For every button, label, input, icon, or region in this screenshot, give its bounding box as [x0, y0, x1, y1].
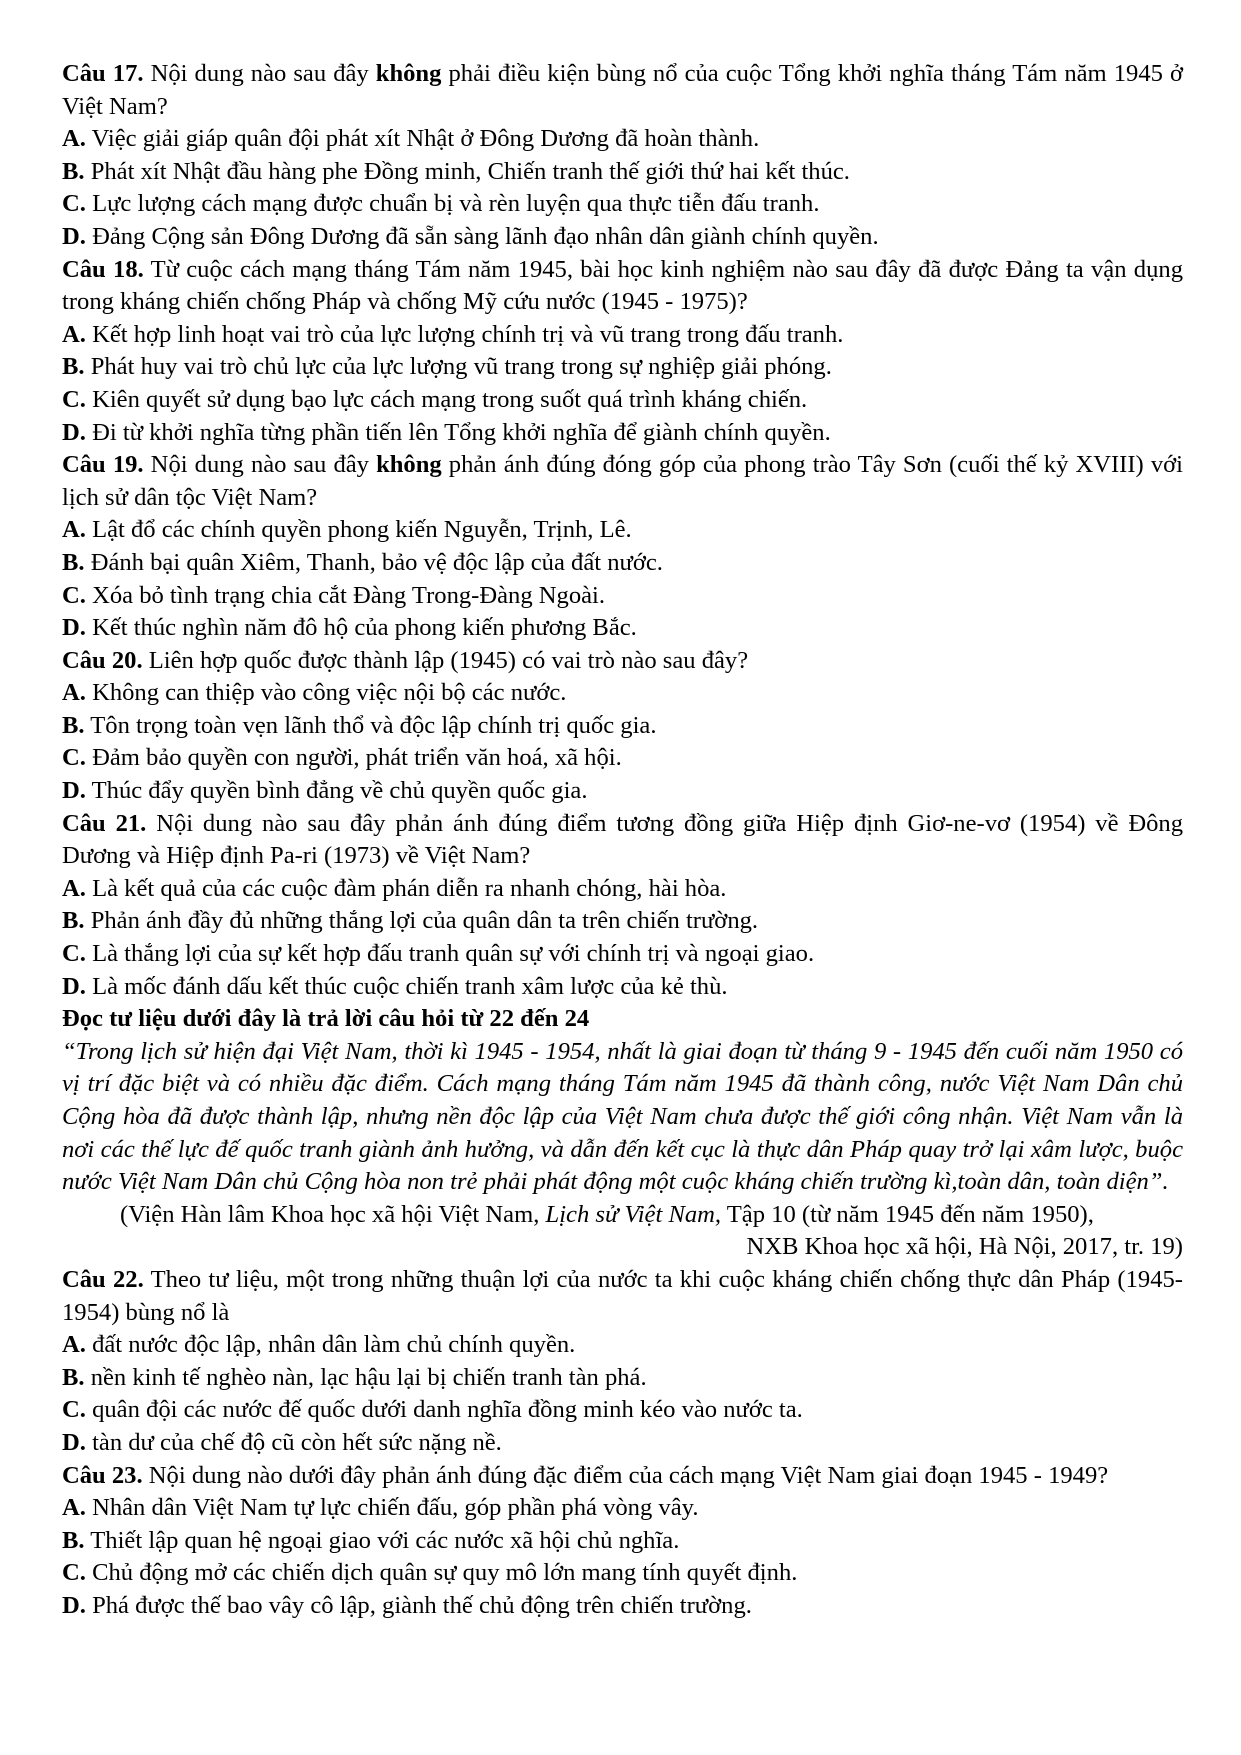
option-label: D. — [62, 1591, 86, 1619]
option-text: Việc giải giáp quân đội phát xít Nhật ở Đông Dương đã hoàn thành. — [85, 125, 760, 153]
option-text: Đảng Cộng sản Đông Dương đã sẵn sàng lãnh đạo nhân dân giành chính quyền. — [85, 222, 879, 250]
passage-heading: Đọc tư liệu dưới đây là trả lời câu hỏi từ 22 đến 24 — [62, 1005, 590, 1033]
answer-option — [62, 580, 1183, 613]
question-group-17-21 — [62, 58, 1183, 1003]
option-text: Xóa bỏ tình trạng chia cắt Đàng Trong-Đàng Ngoài. — [85, 581, 606, 609]
option-label: B. — [62, 157, 85, 185]
question-block — [62, 1264, 1183, 1460]
question-text: Từ cuộc cách mạng tháng Tám năm 1945, bài học kinh nghiệm nào sau đây đã được Đảng ta vận dụng trong kháng chiến chống Pháp và chống Mỹ cứu nước (1945 - 1975)? — [62, 255, 1183, 316]
option-text: Kiên quyết sử dụng bạo lực cách mạng trong suốt quá trình kháng chiến. — [85, 385, 808, 413]
answer-option — [62, 384, 1183, 417]
option-text: tàn dư của chế độ cũ còn hết sức nặng nề. — [85, 1428, 502, 1456]
question-text-end: phải điều kiện bùng nổ của cuộc Tổng khởi nghĩa tháng Tám năm 1945 ở Việt Nam? — [62, 60, 1183, 120]
option-text: Phá được thế bao vây cô lập, giành thế chủ động trên chiến trường. — [85, 1591, 752, 1619]
option-label: C. — [62, 744, 86, 772]
option-text: Thúc đẩy quyền bình đẳng về chủ quyền quốc gia. — [85, 777, 588, 805]
option-text: Là kết quả của các cuộc đàm phán diễn ra nhanh chóng, hài hòa. — [85, 874, 727, 902]
option-label: A. — [62, 125, 86, 153]
question-text: Nội dung nào sau đây — [143, 60, 376, 87]
option-text: Kết hợp linh hoạt vai trò của lực lượng chính trị và vũ trang trong đấu tranh. — [85, 320, 844, 348]
passage-citation — [62, 1199, 1183, 1232]
option-label: C. — [62, 1559, 86, 1587]
answer-option — [62, 417, 1183, 450]
answer-option — [62, 1557, 1183, 1590]
option-text: Là thắng lợi của sự kết hợp đấu tranh quân sự với chính trị và ngoại giao. — [85, 940, 815, 968]
question-number: Câu 18. — [62, 255, 144, 283]
option-label: A. — [62, 1494, 86, 1522]
question-group-22-23 — [62, 1264, 1183, 1623]
answer-option — [62, 156, 1183, 189]
answer-option — [62, 1525, 1183, 1558]
citation-prefix: (Viện Hàn lâm Khoa học xã hội Việt Nam, — [120, 1200, 546, 1228]
answer-option — [62, 1427, 1183, 1460]
answer-option — [62, 547, 1183, 580]
option-text: Là mốc đánh dấu kết thúc cuộc chiến tranh xâm lược của kẻ thù. — [85, 972, 728, 1000]
question-keyword: không — [375, 60, 442, 87]
option-label: D. — [62, 972, 86, 1000]
question-number: Câu 19. — [62, 451, 144, 479]
answer-option — [62, 938, 1183, 971]
question-block — [62, 58, 1183, 254]
question-stem — [62, 645, 1183, 678]
question-text: Nội dung nào dưới đây phản ánh đúng đặc điểm của cách mạng Việt Nam giai đoạn 1945 - 1949? — [142, 1461, 1109, 1489]
answer-option — [62, 188, 1183, 221]
question-block — [62, 1460, 1183, 1623]
answer-option — [62, 742, 1183, 775]
answer-option — [62, 612, 1183, 645]
question-number: Câu 23. — [62, 1461, 143, 1489]
question-block — [62, 645, 1183, 808]
option-text: Thiết lập quan hệ ngoại giao với các nước xã hội chủ nghĩa. — [84, 1526, 680, 1554]
option-text: Chủ động mở các chiến dịch quân sự quy mô lớn mang tính quyết định. — [85, 1559, 798, 1587]
option-label: C. — [62, 940, 86, 968]
answer-option — [62, 123, 1183, 156]
option-text: Đảm bảo quyền con người, phát triển văn hoá, xã hội. — [85, 744, 622, 772]
option-text: Không can thiệp vào công việc nội bộ các nước. — [85, 679, 567, 707]
option-label: A. — [62, 874, 86, 902]
answer-option — [62, 1329, 1183, 1362]
option-text: Phát huy vai trò chủ lực của lực lượng vũ trang trong sự nghiệp giải phóng. — [84, 353, 832, 381]
option-label: D. — [62, 1428, 86, 1456]
answer-option — [62, 710, 1183, 743]
answer-option — [62, 971, 1183, 1004]
citation-book-title: Lịch sử Việt Nam, — [545, 1200, 722, 1228]
question-stem — [62, 58, 1183, 123]
question-text: Nội dung nào sau đây phản ánh đúng điểm tương đồng giữa Hiệp định Giơ-ne-vơ (1954) về Đông Dương và Hiệp định Pa-ri (1973) về Việt Nam? — [62, 809, 1183, 870]
option-text: Đánh bại quân Xiêm, Thanh, bảo vệ độc lập của đất nước. — [84, 548, 663, 576]
option-text: quân đội các nước đế quốc dưới danh nghĩa đồng minh kéo vào nước ta. — [85, 1396, 803, 1424]
option-label: D. — [62, 222, 86, 250]
option-label: D. — [62, 614, 86, 642]
question-text: Theo tư liệu, một trong những thuận lợi của nước ta khi cuộc kháng chiến chống thực dân Pháp (1945-1954) bùng nổ là — [62, 1265, 1183, 1326]
passage-quote: “Trong lịch sử hiện đại Việt Nam, thời kì 1945 - 1954, nhất là giai đoạn từ tháng 9 - 1945 đến cuối năm 1950 có vị trí đặc biệt và có nhiều đặc điểm. Cách mạng tháng Tám năm 1945 đã thành công, nước Việt Nam Dân chủ Cộng hòa đã được thành lập, nhưng nền độc lập của Việt Nam chưa được thế giới công nhận. Việt Nam vẫn là nơi các thế lực đế quốc tranh giành ảnh hưởng, và dẫn đến kết cục là thực dân Pháp quay trở lại xâm lược, buộc nước Việt Nam Dân chủ Cộng hòa non trẻ phải phát động một cuộc kháng chiến trường kì,toàn dân, toàn diện”. — [62, 1037, 1183, 1196]
question-block — [62, 254, 1183, 450]
option-text: Đi từ khởi nghĩa từng phần tiến lên Tổng khởi nghĩa để giành chính quyền. — [85, 418, 831, 446]
option-text: Lực lượng cách mạng được chuẩn bị và rèn luyện qua thực tiễn đấu tranh. — [85, 190, 820, 218]
option-text: Phản ánh đầy đủ những thắng lợi của quân dân ta trên chiến trường. — [84, 907, 759, 935]
question-block — [62, 808, 1183, 1004]
question-keyword: không — [376, 451, 442, 479]
option-label: A. — [62, 320, 86, 348]
answer-option — [62, 775, 1183, 808]
option-label: B. — [62, 1363, 85, 1391]
option-text: Kết thúc nghìn năm đô hộ của phong kiến phương Bắc. — [85, 614, 637, 642]
option-label: A. — [62, 1331, 86, 1359]
question-block — [62, 449, 1183, 645]
question-stem — [62, 808, 1183, 873]
option-text: nền kinh tế nghèo nàn, lạc hậu lại bị chiến tranh tàn phá. — [84, 1363, 647, 1391]
option-text: Nhân dân Việt Nam tự lực chiến đấu, góp phần phá vòng vây. — [85, 1494, 699, 1522]
answer-option — [62, 1362, 1183, 1395]
option-label: C. — [62, 581, 86, 609]
option-label: B. — [62, 353, 85, 381]
option-label: D. — [62, 418, 86, 446]
answer-option — [62, 514, 1183, 547]
answer-option — [62, 905, 1183, 938]
question-number: Câu 22. — [62, 1265, 144, 1293]
option-label: D. — [62, 777, 86, 805]
question-stem — [62, 1460, 1183, 1493]
answer-option — [62, 1394, 1183, 1427]
option-label: A. — [62, 516, 86, 544]
answer-option — [62, 1492, 1183, 1525]
answer-option — [62, 221, 1183, 254]
option-text: đất nước độc lập, nhân dân làm chủ chính quyền. — [85, 1331, 576, 1359]
citation-suffix: Tập 10 (từ năm 1945 đến năm 1950), — [721, 1200, 1094, 1228]
question-stem — [62, 254, 1183, 319]
question-text: Liên hợp quốc được thành lập (1945) có vai trò nào sau đây? — [142, 646, 749, 674]
passage-citation-publisher: NXB Khoa học xã hội, Hà Nội, 2017, tr. 19) — [746, 1233, 1183, 1261]
question-text: Nội dung nào sau đây — [143, 451, 377, 479]
option-label: A. — [62, 679, 86, 707]
option-label: B. — [62, 1526, 85, 1554]
question-number: Câu 20. — [62, 646, 143, 674]
answer-option — [62, 677, 1183, 710]
question-number: Câu 17. — [62, 60, 144, 87]
option-text: Tôn trọng toàn vẹn lãnh thổ và độc lập chính trị quốc gia. — [84, 711, 657, 739]
option-text: Lật đổ các chính quyền phong kiến Nguyễn, Trịnh, Lê. — [85, 516, 632, 544]
option-label: B. — [62, 711, 85, 739]
option-text: Phát xít Nhật đầu hàng phe Đồng minh, Chiến tranh thế giới thứ hai kết thúc. — [84, 157, 850, 185]
option-label: C. — [62, 385, 86, 413]
answer-option — [62, 319, 1183, 352]
answer-option — [62, 351, 1183, 384]
question-number: Câu 21. — [62, 809, 147, 837]
option-label: B. — [62, 548, 85, 576]
question-text-end: phản ánh đúng đóng góp của phong trào Tây Sơn (cuối thế kỷ XVIII) với lịch sử dân tộc Việt Nam? — [62, 451, 1183, 511]
question-stem — [62, 449, 1183, 514]
option-label: C. — [62, 1396, 86, 1424]
question-stem — [62, 1264, 1183, 1329]
option-label: B. — [62, 907, 85, 935]
option-label: C. — [62, 190, 86, 218]
answer-option — [62, 873, 1183, 906]
answer-option — [62, 1590, 1183, 1623]
